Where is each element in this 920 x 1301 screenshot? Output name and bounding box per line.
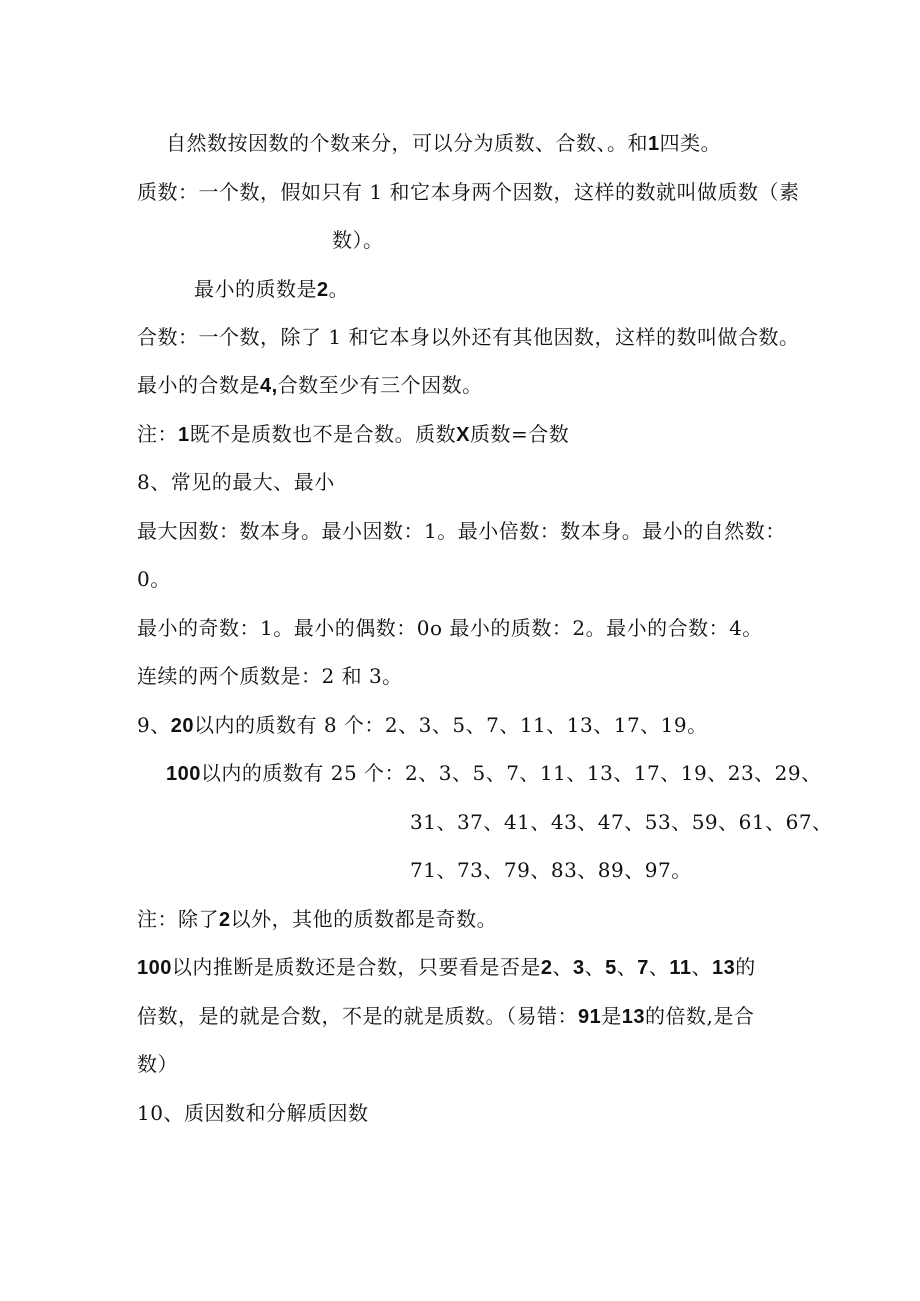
text-segment: 的倍数,是合 [645, 1004, 755, 1028]
number-bold: 20 [170, 715, 194, 737]
number-bold: 100 [137, 957, 172, 979]
section-heading-9 [137, 713, 708, 738]
text-segment: 数） [137, 1052, 178, 1076]
text-segment: 10、质因数和分解质因数 [137, 1101, 369, 1125]
number-bold: 13 [712, 957, 736, 979]
text-segment: 既不是质数也不是合数。质数 [189, 422, 457, 446]
text-line-16 [410, 858, 692, 882]
text-line-11 [137, 616, 763, 640]
text-line-17 [137, 907, 497, 932]
text-line-5 [137, 325, 799, 349]
text-segment: 质数=合数 [469, 422, 570, 446]
number-bold: 1 [648, 133, 660, 155]
text-segment: 四类。 [659, 131, 722, 155]
text-segment: 、 [648, 955, 670, 979]
text-segment: 倍数，是的就是合数，不是的就是质数。（易错： [137, 1004, 578, 1028]
text-line-14 [166, 761, 822, 786]
number-bold: 100 [166, 763, 201, 785]
text-line-2 [137, 180, 799, 204]
text-segment: 的 [735, 955, 756, 979]
text-segment: 是 [601, 1004, 622, 1028]
text-line-20 [137, 1052, 178, 1076]
text-line-6 [137, 373, 483, 398]
number-bold: 91 [578, 1006, 602, 1028]
text-segment: 最小的质数是 [194, 277, 317, 301]
text-segment: 合数：一个数，除了 1 和它本身以外还有其他因数，这样的数叫做合数。 [137, 325, 800, 349]
text-segment: 最小的合数是 [137, 373, 260, 397]
text-segment: 9、 [137, 713, 171, 737]
text-segment: 71、73、79、83、89、97。 [410, 858, 692, 882]
text-segment: 0。 [137, 567, 171, 591]
text-segment: 、 [584, 955, 606, 979]
text-line-7 [137, 422, 569, 447]
text-line-15 [410, 810, 833, 834]
text-segment: 自然数按因数的个数来分，可以分为质数、合数、。和 [166, 131, 648, 155]
number-bold: 5 [605, 957, 617, 979]
number-bold: 1 [178, 424, 190, 446]
text-segment: 以内的质数有 25 个：2、3、5、7、11、13、17、19、23、29、 [200, 761, 822, 785]
number-bold: 7 [637, 957, 649, 979]
text-segment: 最小的奇数：1。最小的偶数：0o 最小的质数：2。最小的合数：4。 [137, 616, 763, 640]
section-heading-8 [137, 470, 335, 494]
text-segment: 注：除了 [137, 907, 219, 931]
text-line-19 [137, 1004, 754, 1029]
section-heading-10 [137, 1101, 368, 1125]
text-segment: 以内推断是质数还是合数，只要看是否是 [171, 955, 541, 979]
text-segment: 、 [552, 955, 573, 979]
number-bold: 13 [621, 1006, 645, 1028]
text-segment: 8、常见的最大、最小 [137, 470, 335, 494]
text-segment: 以内的质数有 8 个：2、3、5、7、11、13、17、19。 [193, 713, 708, 737]
text-segment: 数）。 [332, 228, 384, 252]
text-segment: 最大因数：数本身。最小因数：1。最小倍数：数本身。最小的自然数： [137, 519, 786, 543]
text-segment: 以外，其他的质数都是奇数。 [230, 907, 498, 931]
number-bold: 11 [669, 957, 692, 979]
text-segment: 合数至少有三个因数。 [277, 373, 483, 397]
number-bold: 4, [260, 375, 278, 397]
text-line-1 [166, 131, 721, 156]
text-segment: 。 [328, 277, 350, 301]
text-segment: 连续的两个质数是：2 和 3。 [137, 664, 403, 688]
text-segment: 质数：一个数，假如只有 1 和它本身两个因数，这样的数就叫做质数（素 [137, 180, 800, 204]
number-bold: 2 [219, 909, 231, 931]
text-segment: 注： [137, 422, 178, 446]
number-bold: 2 [540, 957, 553, 979]
multiply-sign: X [456, 424, 470, 446]
text-line-4 [194, 277, 349, 302]
text-line-3 [332, 228, 384, 252]
number-bold: 3 [573, 957, 585, 979]
text-line-9 [137, 519, 786, 543]
text-line-18 [137, 955, 756, 980]
text-segment: 、 [616, 955, 638, 979]
text-line-10 [137, 567, 171, 591]
text-segment: 31、37、41、43、47、53、59、61、67、 [410, 810, 833, 834]
text-line-12 [137, 664, 403, 688]
text-segment: 、 [691, 955, 713, 979]
number-bold: 2 [317, 279, 329, 301]
